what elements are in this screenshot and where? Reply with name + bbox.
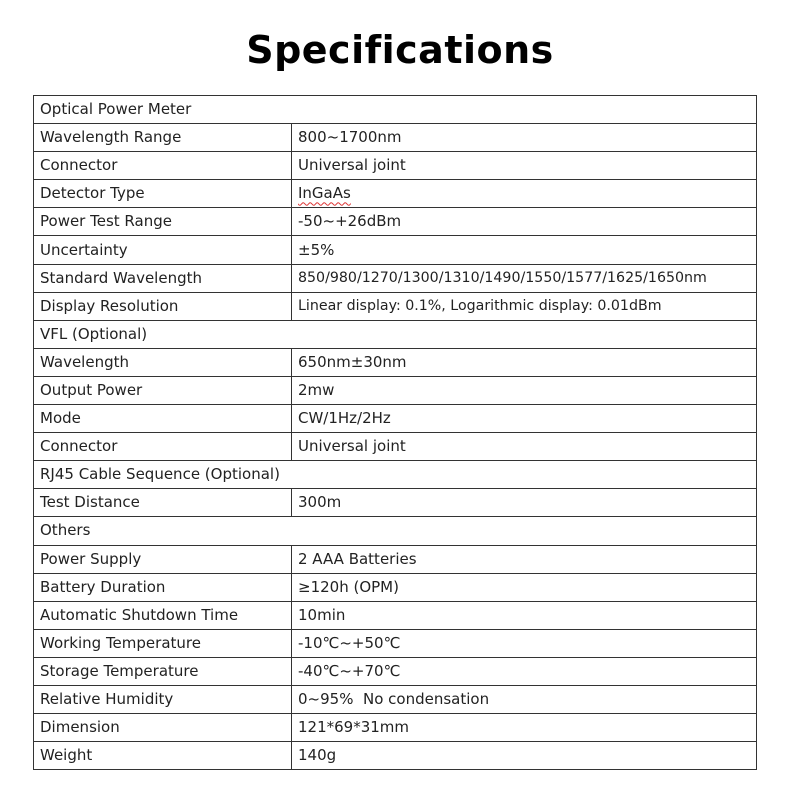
spec-label: Battery Duration (34, 573, 292, 601)
spec-value: 850/980/1270/1300/1310/1490/1550/1577/1625/1650nm (292, 264, 757, 292)
table-row (34, 433, 757, 461)
spec-table (33, 95, 757, 770)
table-row (34, 629, 757, 657)
table-row (34, 405, 757, 433)
table-row (34, 685, 757, 713)
table-row (34, 208, 757, 236)
table-row (34, 742, 757, 770)
spec-value: 300m (292, 489, 757, 517)
spec-value: -10℃~+50℃ (292, 629, 757, 657)
spec-value: 0~95% No condensation (292, 685, 757, 713)
table-row (34, 236, 757, 264)
spec-value: 800~1700nm (292, 124, 757, 152)
spec-table-body (34, 96, 757, 770)
spec-value: 121*69*31mm (292, 714, 757, 742)
spec-value: 650nm±30nm (292, 348, 757, 376)
spec-label: Storage Temperature (34, 657, 292, 685)
table-row (34, 573, 757, 601)
spec-label: Output Power (34, 376, 292, 404)
spec-label: Standard Wavelength (34, 264, 292, 292)
table-row (34, 545, 757, 573)
spec-value: ≥120h (OPM) (292, 573, 757, 601)
table-row (34, 714, 757, 742)
table-row (34, 180, 757, 208)
spec-value: 2mw (292, 376, 757, 404)
spec-value (292, 180, 757, 208)
spec-value: Universal joint (292, 433, 757, 461)
spec-label: Dimension (34, 714, 292, 742)
spec-label: Detector Type (34, 180, 292, 208)
spec-label: Mode (34, 405, 292, 433)
spec-label: Power Supply (34, 545, 292, 573)
spec-label: Wavelength (34, 348, 292, 376)
spec-label: Connector (34, 433, 292, 461)
spec-value: Linear display: 0.1%, Logarithmic display: 0.01dBm (292, 292, 757, 320)
table-row (34, 292, 757, 320)
spec-label: Connector (34, 152, 292, 180)
spec-label: Test Distance (34, 489, 292, 517)
spec-label: Relative Humidity (34, 685, 292, 713)
spec-value: -50~+26dBm (292, 208, 757, 236)
spec-label: Automatic Shutdown Time (34, 601, 292, 629)
spec-label: Wavelength Range (34, 124, 292, 152)
spec-value: -40℃~+70℃ (292, 657, 757, 685)
spec-value: 10min (292, 601, 757, 629)
section-heading-rj45: RJ45 Cable Sequence (Optional) (34, 461, 757, 489)
spec-label: Display Resolution (34, 292, 292, 320)
table-row (34, 124, 757, 152)
section-heading-optical-power-meter: Optical Power Meter (34, 96, 757, 124)
table-row (34, 489, 757, 517)
section-header-row (34, 320, 757, 348)
section-heading-vfl: VFL (Optional) (34, 320, 757, 348)
spec-label: Working Temperature (34, 629, 292, 657)
spec-value: CW/1Hz/2Hz (292, 405, 757, 433)
spec-value: 2 AAA Batteries (292, 545, 757, 573)
spec-value: 140g (292, 742, 757, 770)
section-header-row (34, 517, 757, 545)
spec-label: Uncertainty (34, 236, 292, 264)
spec-value: Universal joint (292, 152, 757, 180)
section-header-row (34, 461, 757, 489)
section-heading-others: Others (34, 517, 757, 545)
page-title: Specifications (246, 28, 554, 72)
table-row (34, 264, 757, 292)
spec-value: ±5% (292, 236, 757, 264)
table-row (34, 657, 757, 685)
table-row (34, 348, 757, 376)
spec-label: Power Test Range (34, 208, 292, 236)
spec-label: Weight (34, 742, 292, 770)
section-header-row (34, 96, 757, 124)
table-row (34, 601, 757, 629)
table-row (34, 152, 757, 180)
table-row (34, 376, 757, 404)
detector-type-value: InGaAs (298, 184, 351, 203)
